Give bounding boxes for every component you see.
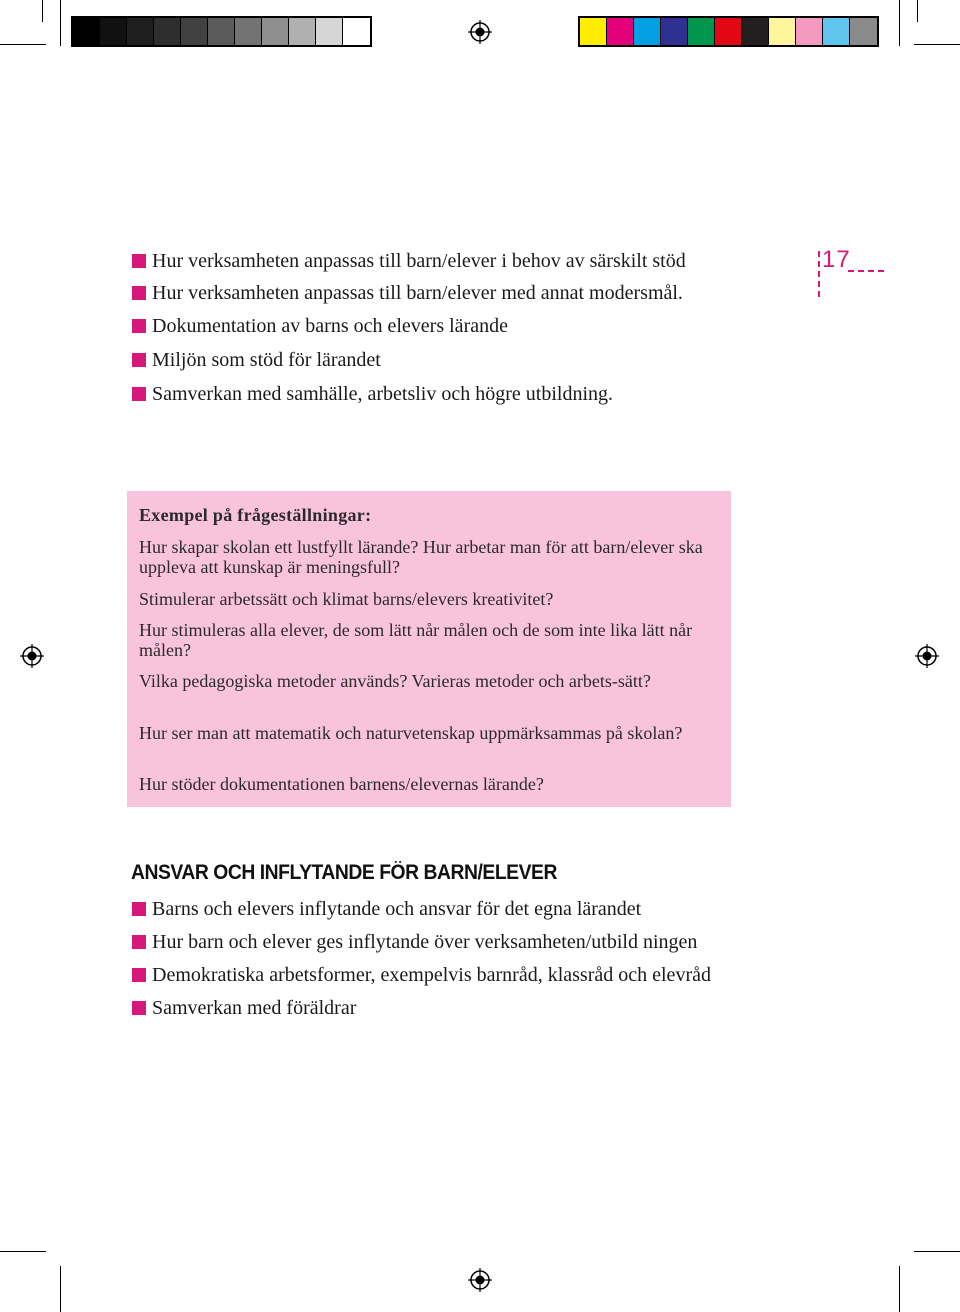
- influence-list: [132, 898, 732, 1019]
- question-text: Hur stöder dokumentationen barnens/elevernas lärande?: [139, 774, 544, 794]
- question-text: Hur stimuleras alla elever, de som lätt når målen och de som inte lika lätt når målen?: [139, 620, 693, 660]
- registration-crosshair-icon: [468, 1268, 492, 1292]
- registration-crosshair-icon: [20, 644, 44, 668]
- pink-square-bullet-icon: [132, 387, 146, 401]
- list-item: Barns och elevers inflytande och ansvar för det egna lärandet: [132, 898, 732, 920]
- pink-square-bullet-icon: [132, 1001, 146, 1015]
- pink-square-bullet-icon: [132, 902, 146, 916]
- color-swatch: [634, 18, 661, 45]
- list-item: Samverkan med samhälle, arbetsliv och högre utbildning.: [132, 383, 732, 405]
- gray-swatch: [289, 18, 316, 45]
- question-text: Stimulerar arbetssätt och klimat barns/elevers kreativitet?: [139, 589, 554, 609]
- list-item: Dokumentation av barns och elevers lärande: [132, 315, 732, 337]
- color-swatch: [796, 18, 823, 45]
- color-swatch: [823, 18, 850, 45]
- list-item: Hur barn och elever ges inflytande över verksamheten/utbild ningen: [132, 931, 732, 953]
- pink-square-bullet-icon: [132, 254, 146, 268]
- color-swatch: [688, 18, 715, 45]
- color-swatch: [850, 18, 877, 45]
- list-item: Hur verksamheten anpassas till barn/elever i behov av särskilt stöd: [132, 250, 732, 272]
- color-swatch: [580, 18, 607, 45]
- pink-square-bullet-icon: [132, 286, 146, 300]
- pink-square-bullet-icon: [132, 353, 146, 367]
- gray-swatch: [262, 18, 289, 45]
- gray-swatch: [73, 18, 100, 45]
- list-item: Hur verksamheten anpassas till barn/elever med annat modersmål.: [132, 282, 732, 304]
- page-number: 17: [822, 246, 851, 273]
- pink-square-bullet-icon: [132, 968, 146, 982]
- gray-swatch: [181, 18, 208, 45]
- gray-swatch: [154, 18, 181, 45]
- gray-swatch: [208, 18, 235, 45]
- gray-swatch: [235, 18, 262, 45]
- pink-square-bullet-icon: [132, 319, 146, 333]
- color-swatch: [742, 18, 769, 45]
- gray-swatch: [316, 18, 343, 45]
- registration-crosshair-icon: [915, 644, 939, 668]
- color-swatch: [715, 18, 742, 45]
- focus-area-list: [132, 250, 732, 405]
- gray-swatch: [343, 18, 370, 45]
- pink-square-bullet-icon: [132, 935, 146, 949]
- question-text: Vilka pedagogiska metoder används? Varieras metoder och arbets-sätt?: [139, 671, 651, 691]
- question-text: Hur ser man att matematik och naturvetenskap uppmärksammas på skolan?: [139, 723, 683, 743]
- color-swatch: [607, 18, 634, 45]
- gray-swatch: [127, 18, 154, 45]
- list-item: Miljön som stöd för lärandet: [132, 349, 732, 371]
- gray-swatch: [100, 18, 127, 45]
- registration-crosshair-icon: [468, 20, 492, 44]
- list-item: Samverkan med föräldrar: [132, 997, 732, 1019]
- section-heading: ANSVAR OCH INFLYTANDE FÖR BARN/ELEVER: [131, 861, 557, 884]
- color-swatch: [661, 18, 688, 45]
- page-number-marker: [848, 270, 884, 272]
- grayscale-color-bar: [71, 16, 372, 47]
- process-color-bar: [578, 16, 879, 47]
- question-text: Hur skapar skolan ett lustfyllt lärande? Hur arbetar man för att barn/elever ska uppleva att kunskap är meningsfull?: [139, 537, 703, 577]
- example-box-title: Exempel på frågeställningar:: [139, 505, 372, 525]
- list-item: Demokratiska arbetsformer, exempelvis barnråd, klassråd och elevråd: [132, 964, 732, 986]
- color-swatch: [769, 18, 796, 45]
- page-number-marker: [818, 251, 820, 297]
